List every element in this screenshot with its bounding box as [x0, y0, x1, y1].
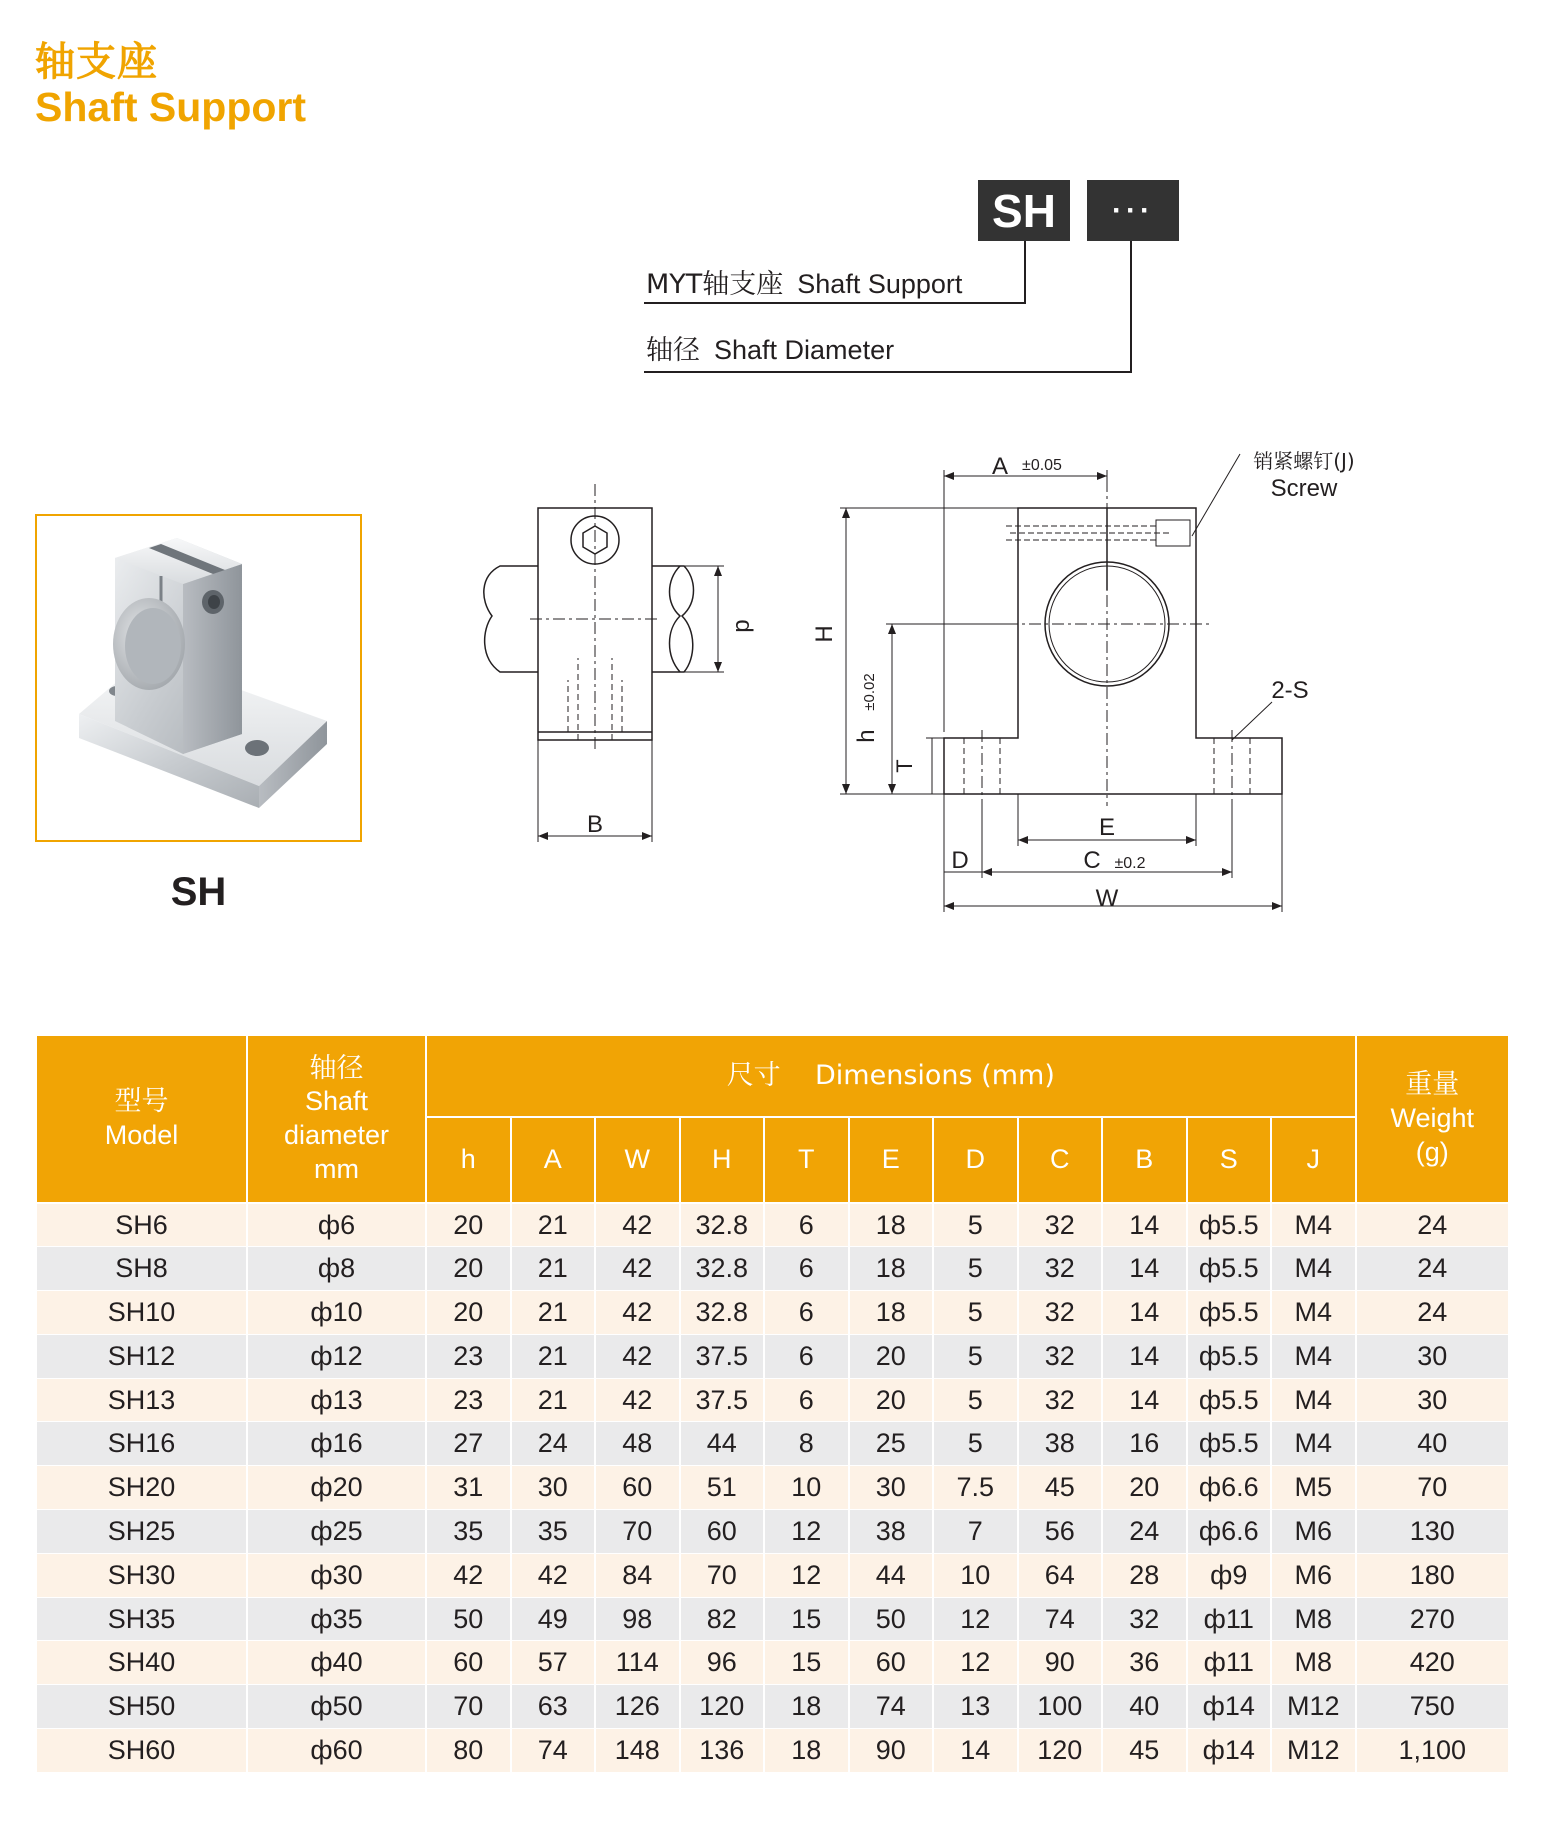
col-header-dim-a-upper: A [511, 1117, 596, 1203]
table-cell: 130 [1356, 1510, 1510, 1554]
table-cell: ф6.6 [1187, 1466, 1272, 1510]
table-cell: 21 [511, 1291, 596, 1335]
table-cell: 42 [595, 1247, 680, 1291]
table-cell: ф14 [1187, 1729, 1272, 1773]
col-header-dim-h-upper: H [680, 1117, 765, 1203]
table-cell: ф5.5 [1187, 1334, 1272, 1378]
table-cell: 30 [511, 1466, 596, 1510]
label-c-tolerance: ±0.2 [1114, 855, 1146, 872]
table-cell: 60 [426, 1641, 511, 1685]
table-cell: 12 [764, 1510, 849, 1554]
table-cell: 14 [1102, 1203, 1187, 1247]
table-cell: 38 [849, 1510, 934, 1554]
table-cell: 27 [426, 1422, 511, 1466]
table-cell: ф30 [247, 1553, 426, 1597]
table-row [36, 1422, 1509, 1466]
table-cell: ф60 [247, 1729, 426, 1773]
table-cell: M4 [1271, 1422, 1356, 1466]
table-cell: 32 [1018, 1378, 1103, 1422]
table-cell: 51 [680, 1466, 765, 1510]
table-cell: ф5.5 [1187, 1247, 1272, 1291]
table-cell: 32.8 [680, 1291, 765, 1335]
col-header-weight-unit: (g) [1415, 1136, 1449, 1167]
order-code-label-diameter-cn: 轴径 [646, 335, 700, 366]
table-cell: 120 [1018, 1729, 1103, 1773]
table-cell: 13 [933, 1685, 1018, 1729]
table-cell: ф9 [1187, 1553, 1272, 1597]
col-header-weight-cn: 重量 [1405, 1069, 1460, 1101]
order-code-label-diameter [646, 328, 894, 367]
side-view-shaft-left [484, 566, 538, 672]
table-cell: 42 [595, 1203, 680, 1247]
table-cell: 6 [764, 1247, 849, 1291]
specification-table [35, 1034, 1510, 1773]
table-cell: 40 [1102, 1685, 1187, 1729]
table-cell: 6 [764, 1334, 849, 1378]
table-cell: 12 [933, 1597, 1018, 1641]
col-header-dim-j-upper: J [1271, 1117, 1356, 1203]
col-header-weight-en: Weight [1390, 1103, 1475, 1134]
table-cell: 38 [1018, 1422, 1103, 1466]
table-cell: 48 [595, 1422, 680, 1466]
order-code-sh-box: SH [978, 180, 1070, 241]
table-cell: 50 [426, 1597, 511, 1641]
table-cell: M4 [1271, 1291, 1356, 1335]
table-cell: 24 [511, 1422, 596, 1466]
table-row [36, 1203, 1509, 1247]
label-h-tolerance: ±0.02 [861, 673, 878, 711]
label-w: W [1095, 885, 1119, 912]
order-code-leader-1-horizontal [644, 302, 1026, 304]
table-cell: 270 [1356, 1597, 1510, 1641]
table-cell: SH30 [36, 1553, 247, 1597]
table-row [36, 1553, 1509, 1597]
table-cell: ф8 [247, 1247, 426, 1291]
table-cell: 30 [849, 1466, 934, 1510]
order-code-label-diameter-en: Shaft Diameter [714, 335, 895, 365]
col-header-dim-s-upper: S [1187, 1117, 1272, 1203]
table-cell: 96 [680, 1641, 765, 1685]
table-cell: 126 [595, 1685, 680, 1729]
col-header-shaft-en3: mm [314, 1153, 359, 1184]
table-cell: 18 [849, 1247, 934, 1291]
table-cell: 30 [1356, 1378, 1510, 1422]
table-cell: 15 [764, 1597, 849, 1641]
table-cell: 14 [933, 1729, 1018, 1773]
table-cell: SH12 [36, 1334, 247, 1378]
hole-leader [1232, 702, 1272, 740]
table-cell: 74 [511, 1729, 596, 1773]
table-cell: 20 [849, 1334, 934, 1378]
table-cell: ф11 [1187, 1641, 1272, 1685]
label-t: T [892, 759, 917, 773]
product-photo-frame [35, 514, 362, 842]
table-cell: 136 [680, 1729, 765, 1773]
order-code-leader-2-vertical [1130, 241, 1132, 373]
side-view [484, 484, 724, 842]
label-a: A [991, 453, 1009, 480]
table-cell: 21 [511, 1247, 596, 1291]
table-cell: 32.8 [680, 1247, 765, 1291]
table-cell: 42 [595, 1378, 680, 1422]
table-cell: M4 [1271, 1247, 1356, 1291]
order-code-label-model-cn: MYT轴支座 [646, 269, 784, 300]
table-cell: 6 [764, 1291, 849, 1335]
table-row [36, 1378, 1509, 1422]
table-cell: 14 [1102, 1334, 1187, 1378]
table-cell: SH35 [36, 1597, 247, 1641]
table-cell: 120 [680, 1685, 765, 1729]
table-cell: M8 [1271, 1597, 1356, 1641]
table-cell: 50 [849, 1597, 934, 1641]
label-d: d [730, 619, 757, 633]
table-cell: ф11 [1187, 1597, 1272, 1641]
table-cell: M4 [1271, 1378, 1356, 1422]
order-code-label-model-en: Shaft Support [797, 269, 963, 299]
label-c: C [1083, 847, 1101, 874]
table-cell: 25 [849, 1422, 934, 1466]
table-cell: 70 [680, 1553, 765, 1597]
col-header-dim-c-upper: C [1018, 1117, 1103, 1203]
col-header-dim-w-upper: W [595, 1117, 680, 1203]
technical-drawing [470, 440, 1390, 930]
table-cell: 24 [1356, 1203, 1510, 1247]
table-row [36, 1641, 1509, 1685]
table-cell: ф20 [247, 1466, 426, 1510]
table-cell: 44 [680, 1422, 765, 1466]
label-h-center: h [853, 729, 880, 743]
table-row [36, 1466, 1509, 1510]
col-header-dimensions: 尺寸 Dimensions (mm) [426, 1035, 1356, 1117]
table-cell: SH60 [36, 1729, 247, 1773]
product-photo [37, 516, 360, 840]
table-cell: ф16 [247, 1422, 426, 1466]
table-cell: ф50 [247, 1685, 426, 1729]
table-cell: 35 [426, 1510, 511, 1554]
table-cell: 28 [1102, 1553, 1187, 1597]
table-cell: 23 [426, 1378, 511, 1422]
table-cell: M8 [1271, 1641, 1356, 1685]
table-cell: 57 [511, 1641, 596, 1685]
table-cell: 32 [1018, 1334, 1103, 1378]
table-cell: 32 [1018, 1203, 1103, 1247]
table-cell: 6 [764, 1203, 849, 1247]
table-cell: 32 [1018, 1291, 1103, 1335]
col-header-dim-b-upper: B [1102, 1117, 1187, 1203]
table-cell: 74 [1018, 1597, 1103, 1641]
table-row [36, 1597, 1509, 1641]
table-row [36, 1685, 1509, 1729]
table-cell: SH6 [36, 1203, 247, 1247]
table-cell: 36 [1102, 1641, 1187, 1685]
table-cell: ф6 [247, 1203, 426, 1247]
table-cell: 32 [1018, 1247, 1103, 1291]
table-cell: 80 [426, 1729, 511, 1773]
table-cell: ф6.6 [1187, 1510, 1272, 1554]
col-header-dim-d-upper: D [933, 1117, 1018, 1203]
order-code-label-model [646, 262, 962, 301]
order-code-leader-1-vertical [1024, 241, 1026, 304]
table-cell: ф35 [247, 1597, 426, 1641]
table-cell: 74 [849, 1685, 934, 1729]
table-cell: M6 [1271, 1510, 1356, 1554]
table-cell: 18 [849, 1203, 934, 1247]
table-cell: M5 [1271, 1466, 1356, 1510]
col-header-shaft-en2: diameter [283, 1120, 390, 1150]
col-header-weight [1356, 1035, 1510, 1203]
table-cell: SH8 [36, 1247, 247, 1291]
photo-mount-hole [245, 740, 269, 756]
front-view-body [944, 508, 1282, 794]
table-cell: ф5.5 [1187, 1291, 1272, 1335]
table-cell: ф5.5 [1187, 1422, 1272, 1466]
label-a-tolerance: ±0.05 [1022, 457, 1062, 474]
table-cell: 90 [849, 1729, 934, 1773]
table-cell: 70 [1356, 1466, 1510, 1510]
table-cell: 56 [1018, 1510, 1103, 1554]
col-header-dim-t-upper: T [764, 1117, 849, 1203]
screw-leader [1192, 454, 1240, 536]
label-h-total: H [811, 625, 838, 643]
table-cell: 5 [933, 1203, 1018, 1247]
table-cell: 14 [1102, 1291, 1187, 1335]
table-row [36, 1510, 1509, 1554]
table-cell: 32.8 [680, 1203, 765, 1247]
table-cell: 21 [511, 1203, 596, 1247]
table-cell: 5 [933, 1247, 1018, 1291]
table-cell: 14 [1102, 1247, 1187, 1291]
table-cell: 84 [595, 1553, 680, 1597]
page-title-chinese: 轴支座 [35, 39, 158, 85]
table-row [36, 1334, 1509, 1378]
table-cell: 16 [1102, 1422, 1187, 1466]
table-cell: 7.5 [933, 1466, 1018, 1510]
table-cell: 18 [849, 1291, 934, 1335]
col-header-model-en: Model [104, 1120, 179, 1150]
table-cell: 12 [764, 1553, 849, 1597]
table-row [36, 1247, 1509, 1291]
order-code-suffix-box: ··· [1087, 180, 1179, 241]
table-cell: 98 [595, 1597, 680, 1641]
table-cell: 42 [595, 1334, 680, 1378]
table-cell: 24 [1356, 1291, 1510, 1335]
table-cell: ф13 [247, 1378, 426, 1422]
table-cell: 21 [511, 1378, 596, 1422]
table-cell: SH40 [36, 1641, 247, 1685]
table-cell: 21 [511, 1334, 596, 1378]
table-cell: 32 [1102, 1597, 1187, 1641]
table-cell: ф10 [247, 1291, 426, 1335]
table-cell: 42 [595, 1291, 680, 1335]
table-cell: 42 [511, 1553, 596, 1597]
table-cell: 37.5 [680, 1378, 765, 1422]
label-screw-cn: 销紧螺钉(J) [1253, 449, 1355, 473]
label-screw-en: Screw [1270, 475, 1338, 502]
table-cell: 45 [1102, 1729, 1187, 1773]
table-cell: 49 [511, 1597, 596, 1641]
table-cell: 60 [595, 1466, 680, 1510]
table-cell: M6 [1271, 1553, 1356, 1597]
table-cell: 64 [1018, 1553, 1103, 1597]
table-cell: 37.5 [680, 1334, 765, 1378]
table-cell: M4 [1271, 1334, 1356, 1378]
table-cell: SH20 [36, 1466, 247, 1510]
table-cell: 24 [1102, 1510, 1187, 1554]
table-cell: SH25 [36, 1510, 247, 1554]
table-cell: 63 [511, 1685, 596, 1729]
col-header-shaft-cn: 轴径 [309, 1052, 364, 1084]
table-cell: 750 [1356, 1685, 1510, 1729]
table-cell: ф12 [247, 1334, 426, 1378]
table-cell: SH10 [36, 1291, 247, 1335]
table-cell: 20 [849, 1378, 934, 1422]
table-cell: 60 [849, 1641, 934, 1685]
col-header-model-cn: 型号 [114, 1086, 169, 1118]
table-cell: 114 [595, 1641, 680, 1685]
col-header-dim-e-upper: E [849, 1117, 934, 1203]
table-cell: SH13 [36, 1378, 247, 1422]
table-cell: 30 [1356, 1334, 1510, 1378]
table-cell: 5 [933, 1291, 1018, 1335]
table-cell: SH50 [36, 1685, 247, 1729]
table-cell: ф5.5 [1187, 1203, 1272, 1247]
table-cell: ф14 [1187, 1685, 1272, 1729]
table-cell: 90 [1018, 1641, 1103, 1685]
table-row [36, 1729, 1509, 1773]
table-cell: 10 [764, 1466, 849, 1510]
front-view [840, 454, 1282, 912]
table-cell: 5 [933, 1378, 1018, 1422]
table-cell: 20 [426, 1203, 511, 1247]
table-cell: 148 [595, 1729, 680, 1773]
label-2s: 2-S [1271, 677, 1309, 704]
table-cell: 14 [1102, 1378, 1187, 1422]
table-cell: 82 [680, 1597, 765, 1641]
table-cell: 10 [933, 1553, 1018, 1597]
label-b: B [586, 811, 604, 838]
table-cell: ф25 [247, 1510, 426, 1554]
photo-caption: SH [170, 870, 227, 914]
table-cell: 35 [511, 1510, 596, 1554]
table-cell: 23 [426, 1334, 511, 1378]
table-cell: M12 [1271, 1685, 1356, 1729]
table-cell: 1,100 [1356, 1729, 1510, 1773]
col-header-shaft-en1: Shaft [304, 1086, 369, 1117]
table-cell: 70 [595, 1510, 680, 1554]
table-cell: 18 [764, 1729, 849, 1773]
table-cell: 180 [1356, 1553, 1510, 1597]
table-cell: 40 [1356, 1422, 1510, 1466]
order-code-leader-2-horizontal [644, 371, 1132, 373]
table-cell: 6 [764, 1378, 849, 1422]
table-row [36, 1291, 1509, 1335]
table-cell: SH16 [36, 1422, 247, 1466]
table-cell: 70 [426, 1685, 511, 1729]
label-d-offset: D [951, 847, 969, 874]
table-cell: 20 [426, 1291, 511, 1335]
table-cell: ф5.5 [1187, 1378, 1272, 1422]
table-cell: 60 [680, 1510, 765, 1554]
table-cell: M4 [1271, 1203, 1356, 1247]
col-header-dim-h-lower: h [426, 1117, 511, 1203]
table-cell: 420 [1356, 1641, 1510, 1685]
label-e: E [1098, 814, 1116, 841]
col-header-model [36, 1035, 247, 1203]
table-cell: 5 [933, 1422, 1018, 1466]
side-view-shaft-right [652, 566, 694, 672]
table-cell: 24 [1356, 1247, 1510, 1291]
table-cell: ф40 [247, 1641, 426, 1685]
table-cell: 18 [764, 1685, 849, 1729]
col-header-shaft [247, 1035, 426, 1203]
table-cell: 44 [849, 1553, 934, 1597]
table-cell: 100 [1018, 1685, 1103, 1729]
table-cell: 12 [933, 1641, 1018, 1685]
table-cell: 20 [1102, 1466, 1187, 1510]
page-title: Shaft Support [35, 84, 307, 130]
table-cell: 7 [933, 1510, 1018, 1554]
table-cell: M12 [1271, 1729, 1356, 1773]
table-cell: 15 [764, 1641, 849, 1685]
table-cell: 45 [1018, 1466, 1103, 1510]
table-cell: 31 [426, 1466, 511, 1510]
front-view-set-screw [1156, 520, 1190, 546]
table-cell: 5 [933, 1334, 1018, 1378]
table-cell: 42 [426, 1553, 511, 1597]
table-cell: 8 [764, 1422, 849, 1466]
table-cell: 20 [426, 1247, 511, 1291]
